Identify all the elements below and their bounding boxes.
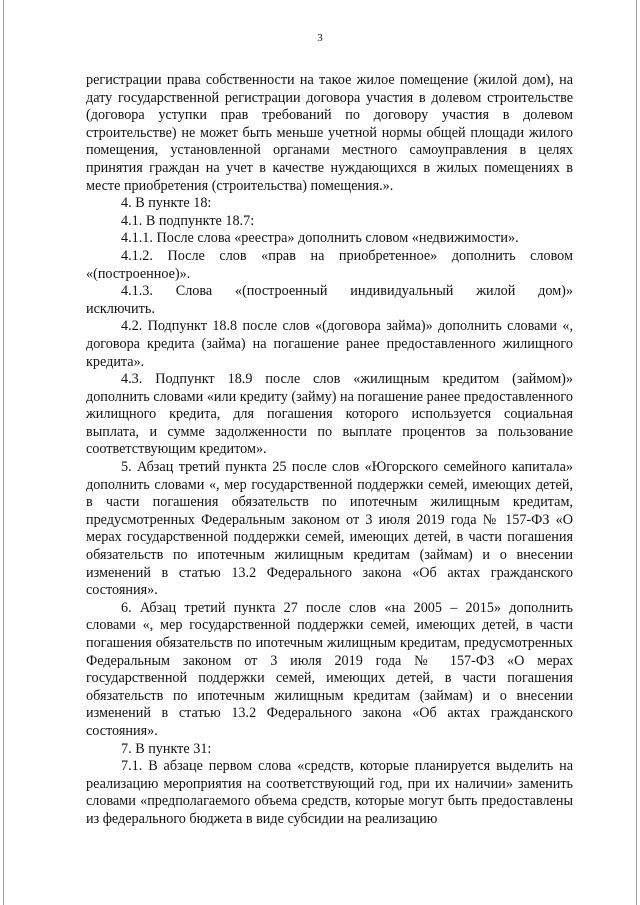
paragraph-continuation: регистрации права собственности на такое жилое помещение (жилой дом), на дату государственной регистрации договора участия в долевом строительстве (договора уступки прав требований по договору участия в долевом строительстве) не может быть меньше учетной нормы общей площади жилого помещения, установленной органами местного самоуправления в целях принятия граждан на учет в качестве нуждающихся в жилых помещениях в месте приобретения (строительства) помещения.». <box>86 72 573 194</box>
paragraph-item-4-2: 4.2. Подпункт 18.8 после слов «(договора займа)» дополнить словами «, договора кредита (займа) на погашение ранее предоставленного жилищного кредита». <box>86 318 573 370</box>
paragraph-item-4-1-3-tail: исключить. <box>86 300 155 317</box>
paragraph-item-4-3: 4.3. Подпункт 18.9 после слов «жилищным кредитом (займом)» дополнить словами «или кредиту (займу) на погашение ранее предоставленного жилищного кредита, для погашения которого используется социальная выплата, и сумме задолженности по выплате процентов за пользование соответствующим кредитом». <box>86 371 573 458</box>
paragraph-item-4-1-3: 4.1.3. Слова «(построенный индивидуальный жилой дом)» <box>121 283 573 300</box>
document-body <box>86 72 573 829</box>
page-number: 3 <box>317 32 323 44</box>
paragraph-item-5: 5. Абзац третий пункта 25 после слов «Югорского семейного капитала» дополнить словами «, мер государственной поддержки семей, имеющих детей, в части погашения обязательств по ипотечным жилищным кредитам, предусмотренных Федеральным законом от 3 июля 2019 года № 157-ФЗ «О мерах государственной поддержки семей, имеющих детей, в части погашения обязательств по ипотечным жилищным кредитам (займам) и о внесении изменений в статью 13.2 Федерального закона «Об актах гражданского состояния». <box>86 459 573 599</box>
paragraph-item-7: 7. В пункте 31: <box>121 740 212 757</box>
paragraph-item-4-1-1: 4.1.1. После слова «реестра» дополнить словом «недвижимости». <box>121 230 519 247</box>
paragraph-item-6: 6. Абзац третий пункта 27 после слов «на 2005 – 2015» дополнить словами «, мер государственной поддержки семей, имеющих детей, в части погашения обязательств по ипотечным жилищным кредитам, предусмотренных Федеральным законом от 3 июля 2019 года № 157-ФЗ «О мерах государственной поддержки семей, имеющих детей, в части погашения обязательств по ипотечным жилищным кредитам (займам) и о внесении изменений в статью 13.2 Федерального закона «Об актах гражданского состояния». <box>86 599 573 739</box>
paragraph-item-4: 4. В пункте 18: <box>121 195 212 212</box>
scan-edge-left <box>3 0 4 905</box>
paragraph-item-4-1-2: 4.1.2. После слов «прав на приобретенное» дополнить словом «(построенное)». <box>86 247 573 282</box>
paragraph-item-7-1: 7.1. В абзаце первом слова «средств, которые планируется выделить на реализацию мероприятия на соответствующий год, при их наличии» заменить словами «предполагаемого объема средств, которые могут быть предоставлены из федерального бюджета в виде субсидии на реализацию <box>86 758 573 827</box>
paragraph-item-4-1: 4.1. В подпункте 18.7: <box>121 212 255 229</box>
scan-edge-right <box>636 0 637 905</box>
